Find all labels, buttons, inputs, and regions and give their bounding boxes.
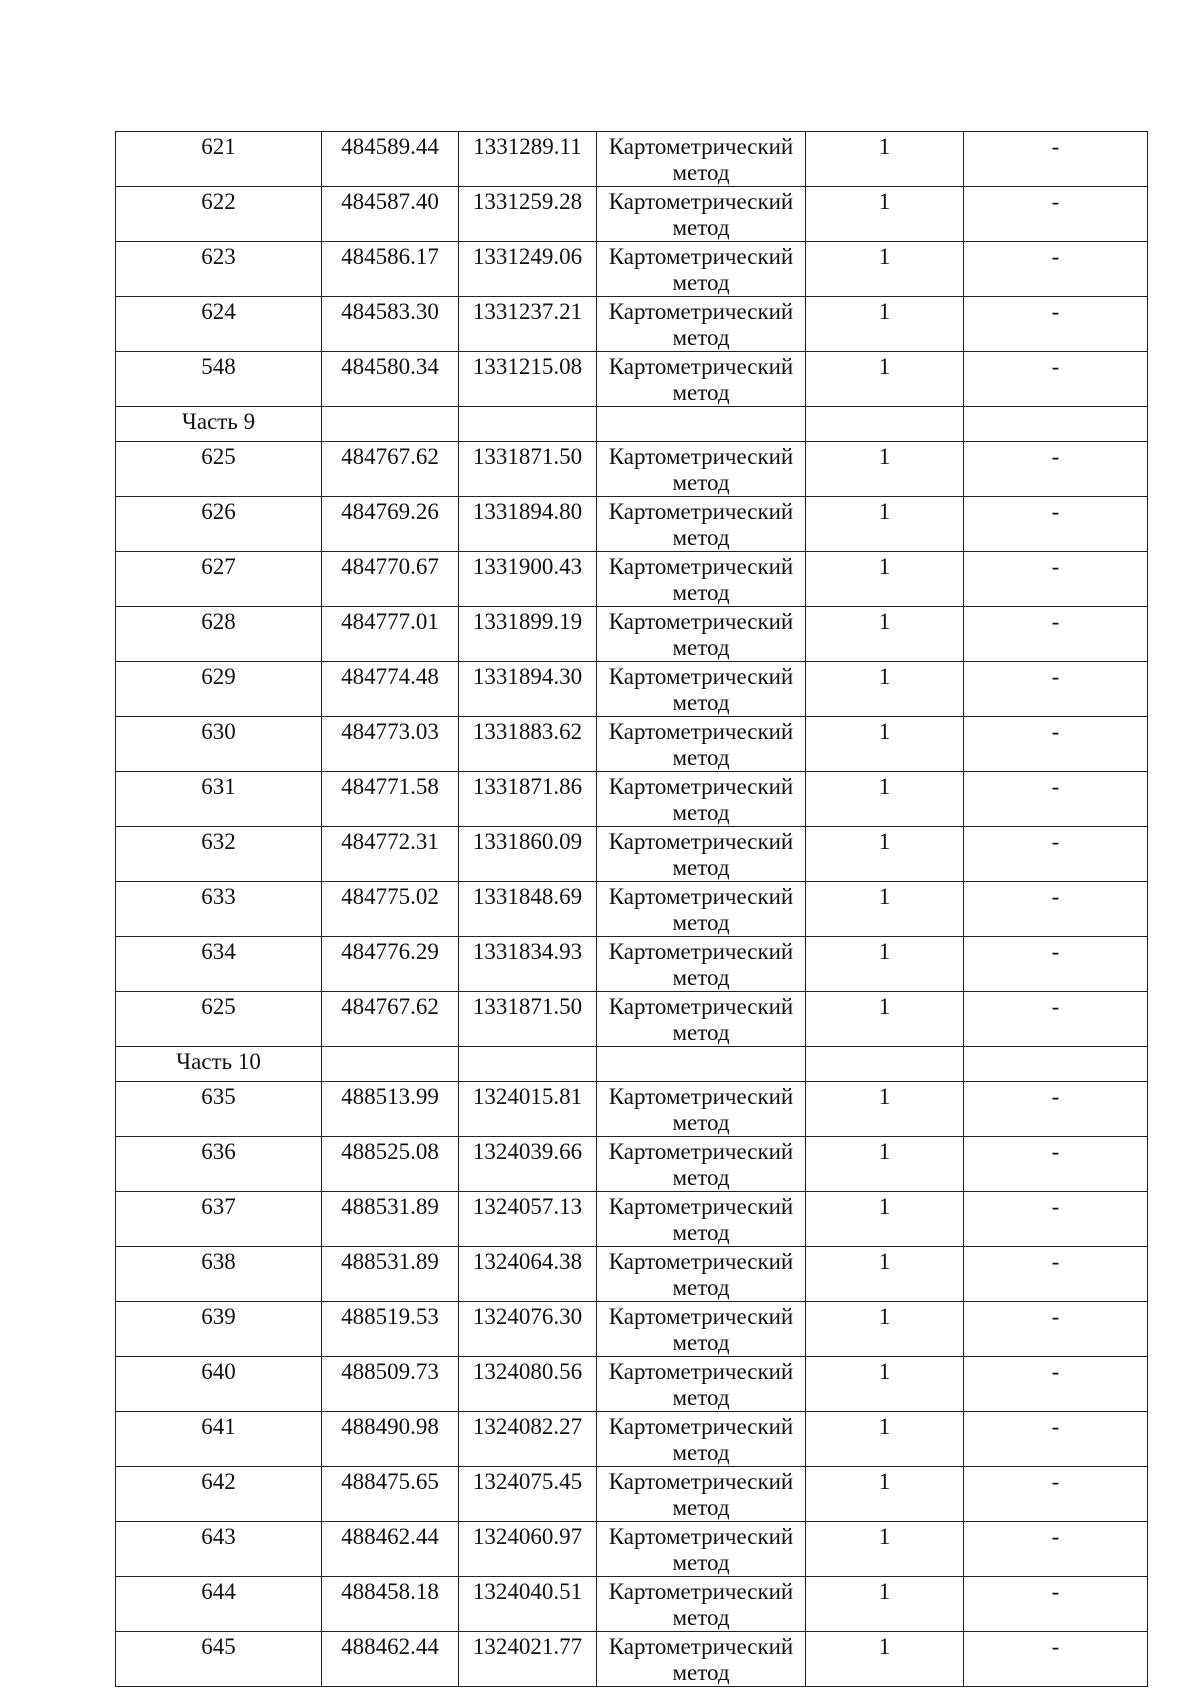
y-coordinate-cell: 1324064.38 bbox=[459, 1247, 597, 1302]
accuracy-cell: 1 bbox=[806, 132, 964, 187]
point-number-cell: 636 bbox=[116, 1137, 322, 1192]
y-coordinate-cell: 1331871.50 bbox=[459, 992, 597, 1047]
note-cell: - bbox=[964, 1577, 1148, 1632]
empty-cell bbox=[964, 1047, 1148, 1082]
method-line-1: Картометрический bbox=[608, 1139, 794, 1164]
point-number-cell: 632 bbox=[116, 827, 322, 882]
method-line-2: метод bbox=[672, 1275, 730, 1300]
table-row bbox=[116, 552, 1148, 607]
accuracy-cell: 1 bbox=[806, 772, 964, 827]
x-coordinate-cell: 484771.58 bbox=[322, 772, 459, 827]
accuracy-cell: 1 bbox=[806, 1467, 964, 1522]
y-coordinate-cell: 1331871.50 bbox=[459, 442, 597, 497]
table-row bbox=[116, 242, 1148, 297]
accuracy-cell: 1 bbox=[806, 992, 964, 1047]
method-cell bbox=[597, 1192, 806, 1247]
note-cell: - bbox=[964, 827, 1148, 882]
method-line-1: Картометрический bbox=[608, 719, 794, 744]
note-cell: - bbox=[964, 242, 1148, 297]
method-line-1: Картометрический bbox=[608, 299, 794, 324]
method-line-1: Картометрический bbox=[608, 664, 794, 689]
method-cell bbox=[597, 352, 806, 407]
method-line-2: метод bbox=[672, 215, 730, 240]
point-number-cell: 628 bbox=[116, 607, 322, 662]
section-label-cell: Часть 10 bbox=[116, 1047, 322, 1082]
point-number-cell: 635 bbox=[116, 1082, 322, 1137]
note-cell: - bbox=[964, 1357, 1148, 1412]
accuracy-cell: 1 bbox=[806, 1137, 964, 1192]
method-line-1: Картометрический bbox=[608, 1084, 794, 1109]
note-cell: - bbox=[964, 1302, 1148, 1357]
y-coordinate-cell: 1324021.77 bbox=[459, 1632, 597, 1687]
note-cell: - bbox=[964, 1137, 1148, 1192]
accuracy-cell: 1 bbox=[806, 717, 964, 772]
accuracy-cell: 1 bbox=[806, 1522, 964, 1577]
accuracy-cell: 1 bbox=[806, 937, 964, 992]
y-coordinate-cell: 1331899.19 bbox=[459, 607, 597, 662]
x-coordinate-cell: 488458.18 bbox=[322, 1577, 459, 1632]
method-cell bbox=[597, 937, 806, 992]
x-coordinate-cell: 488531.89 bbox=[322, 1192, 459, 1247]
x-coordinate-cell: 484769.26 bbox=[322, 497, 459, 552]
method-line-2: метод bbox=[672, 580, 730, 605]
x-coordinate-cell: 484589.44 bbox=[322, 132, 459, 187]
method-cell bbox=[597, 552, 806, 607]
note-cell: - bbox=[964, 1632, 1148, 1687]
empty-cell bbox=[459, 407, 597, 442]
table-row bbox=[116, 992, 1148, 1047]
method-line-1: Картометрический bbox=[608, 1469, 794, 1494]
method-line-1: Картометрический bbox=[608, 189, 794, 214]
method-line-1: Картометрический bbox=[608, 1634, 794, 1659]
x-coordinate-cell: 484773.03 bbox=[322, 717, 459, 772]
method-line-1: Картометрический bbox=[608, 994, 794, 1019]
point-number-cell: 645 bbox=[116, 1632, 322, 1687]
method-line-1: Картометрический bbox=[608, 1524, 794, 1549]
x-coordinate-cell: 488513.99 bbox=[322, 1082, 459, 1137]
section-row bbox=[116, 1047, 1148, 1082]
method-line-1: Картометрический bbox=[608, 1304, 794, 1329]
method-cell bbox=[597, 1412, 806, 1467]
point-number-cell: 637 bbox=[116, 1192, 322, 1247]
accuracy-cell: 1 bbox=[806, 1247, 964, 1302]
point-number-cell: 625 bbox=[116, 992, 322, 1047]
method-cell bbox=[597, 1577, 806, 1632]
accuracy-cell: 1 bbox=[806, 1632, 964, 1687]
table-row bbox=[116, 1137, 1148, 1192]
method-line-2: метод bbox=[672, 160, 730, 185]
note-cell: - bbox=[964, 607, 1148, 662]
y-coordinate-cell: 1324080.56 bbox=[459, 1357, 597, 1412]
y-coordinate-cell: 1331289.11 bbox=[459, 132, 597, 187]
point-number-cell: 642 bbox=[116, 1467, 322, 1522]
x-coordinate-cell: 488490.98 bbox=[322, 1412, 459, 1467]
accuracy-cell: 1 bbox=[806, 497, 964, 552]
note-cell: - bbox=[964, 1467, 1148, 1522]
point-number-cell: 627 bbox=[116, 552, 322, 607]
method-cell bbox=[597, 827, 806, 882]
note-cell: - bbox=[964, 772, 1148, 827]
method-line-2: метод bbox=[672, 1550, 730, 1575]
section-label-cell: Часть 9 bbox=[116, 407, 322, 442]
method-line-2: метод bbox=[672, 1605, 730, 1630]
y-coordinate-cell: 1331894.30 bbox=[459, 662, 597, 717]
note-cell: - bbox=[964, 937, 1148, 992]
note-cell: - bbox=[964, 187, 1148, 242]
note-cell: - bbox=[964, 297, 1148, 352]
method-line-2: метод bbox=[672, 325, 730, 350]
note-cell: - bbox=[964, 352, 1148, 407]
accuracy-cell: 1 bbox=[806, 1412, 964, 1467]
empty-cell bbox=[459, 1047, 597, 1082]
method-line-2: метод bbox=[672, 800, 730, 825]
method-line-2: метод bbox=[672, 1020, 730, 1045]
table-row bbox=[116, 1302, 1148, 1357]
accuracy-cell: 1 bbox=[806, 297, 964, 352]
method-cell bbox=[597, 662, 806, 717]
method-line-1: Картометрический bbox=[608, 444, 794, 469]
point-number-cell: 631 bbox=[116, 772, 322, 827]
coordinates-table-body bbox=[116, 132, 1148, 1687]
y-coordinate-cell: 1331215.08 bbox=[459, 352, 597, 407]
method-cell bbox=[597, 1522, 806, 1577]
table-row bbox=[116, 297, 1148, 352]
method-line-1: Картометрический bbox=[608, 1579, 794, 1604]
accuracy-cell: 1 bbox=[806, 242, 964, 297]
table-row bbox=[116, 352, 1148, 407]
method-cell bbox=[597, 442, 806, 497]
method-line-2: метод bbox=[672, 1495, 730, 1520]
note-cell: - bbox=[964, 662, 1148, 717]
method-cell bbox=[597, 497, 806, 552]
y-coordinate-cell: 1324075.45 bbox=[459, 1467, 597, 1522]
y-coordinate-cell: 1331871.86 bbox=[459, 772, 597, 827]
note-cell: - bbox=[964, 882, 1148, 937]
accuracy-cell: 1 bbox=[806, 442, 964, 497]
method-line-2: метод bbox=[672, 470, 730, 495]
method-line-2: метод bbox=[672, 380, 730, 405]
y-coordinate-cell: 1331834.93 bbox=[459, 937, 597, 992]
point-number-cell: 639 bbox=[116, 1302, 322, 1357]
note-cell: - bbox=[964, 497, 1148, 552]
point-number-cell: 621 bbox=[116, 132, 322, 187]
y-coordinate-cell: 1331883.62 bbox=[459, 717, 597, 772]
method-line-1: Картометрический bbox=[608, 939, 794, 964]
method-cell bbox=[597, 772, 806, 827]
table-row bbox=[116, 1522, 1148, 1577]
y-coordinate-cell: 1331848.69 bbox=[459, 882, 597, 937]
method-line-2: метод bbox=[672, 1660, 730, 1685]
table-row bbox=[116, 132, 1148, 187]
note-cell: - bbox=[964, 1247, 1148, 1302]
method-cell bbox=[597, 242, 806, 297]
x-coordinate-cell: 488525.08 bbox=[322, 1137, 459, 1192]
accuracy-cell: 1 bbox=[806, 352, 964, 407]
x-coordinate-cell: 488475.65 bbox=[322, 1467, 459, 1522]
note-cell: - bbox=[964, 1192, 1148, 1247]
empty-cell bbox=[597, 1047, 806, 1082]
table-row bbox=[116, 1192, 1148, 1247]
point-number-cell: 634 bbox=[116, 937, 322, 992]
method-cell bbox=[597, 1357, 806, 1412]
point-number-cell: 623 bbox=[116, 242, 322, 297]
point-number-cell: 630 bbox=[116, 717, 322, 772]
accuracy-cell: 1 bbox=[806, 827, 964, 882]
point-number-cell: 626 bbox=[116, 497, 322, 552]
point-number-cell: 625 bbox=[116, 442, 322, 497]
table-row bbox=[116, 497, 1148, 552]
method-line-2: метод bbox=[672, 1220, 730, 1245]
method-line-1: Картометрический bbox=[608, 609, 794, 634]
x-coordinate-cell: 484774.48 bbox=[322, 662, 459, 717]
accuracy-cell: 1 bbox=[806, 882, 964, 937]
x-coordinate-cell: 488519.53 bbox=[322, 1302, 459, 1357]
accuracy-cell: 1 bbox=[806, 552, 964, 607]
y-coordinate-cell: 1324082.27 bbox=[459, 1412, 597, 1467]
note-cell: - bbox=[964, 442, 1148, 497]
x-coordinate-cell: 484586.17 bbox=[322, 242, 459, 297]
y-coordinate-cell: 1331860.09 bbox=[459, 827, 597, 882]
method-cell bbox=[597, 1467, 806, 1522]
table-row bbox=[116, 827, 1148, 882]
method-line-2: метод bbox=[672, 1330, 730, 1355]
method-line-2: метод bbox=[672, 1385, 730, 1410]
method-cell bbox=[597, 187, 806, 242]
method-line-1: Картометрический bbox=[608, 829, 794, 854]
point-number-cell: 622 bbox=[116, 187, 322, 242]
method-line-1: Картометрический bbox=[608, 1359, 794, 1384]
y-coordinate-cell: 1331259.28 bbox=[459, 187, 597, 242]
point-number-cell: 624 bbox=[116, 297, 322, 352]
method-line-1: Картометрический bbox=[608, 554, 794, 579]
accuracy-cell: 1 bbox=[806, 187, 964, 242]
method-line-2: метод bbox=[672, 690, 730, 715]
table-row bbox=[116, 717, 1148, 772]
table-row bbox=[116, 442, 1148, 497]
y-coordinate-cell: 1331237.21 bbox=[459, 297, 597, 352]
method-line-2: метод bbox=[672, 855, 730, 880]
accuracy-cell: 1 bbox=[806, 662, 964, 717]
y-coordinate-cell: 1324076.30 bbox=[459, 1302, 597, 1357]
table-row bbox=[116, 1467, 1148, 1522]
x-coordinate-cell: 484767.62 bbox=[322, 442, 459, 497]
table-row bbox=[116, 187, 1148, 242]
x-coordinate-cell: 488531.89 bbox=[322, 1247, 459, 1302]
table-row bbox=[116, 607, 1148, 662]
method-line-1: Картометрический bbox=[608, 1414, 794, 1439]
x-coordinate-cell: 488509.73 bbox=[322, 1357, 459, 1412]
table-row bbox=[116, 937, 1148, 992]
empty-cell bbox=[806, 1047, 964, 1082]
method-cell bbox=[597, 132, 806, 187]
accuracy-cell: 1 bbox=[806, 1577, 964, 1632]
table-row bbox=[116, 1082, 1148, 1137]
table-row bbox=[116, 1632, 1148, 1687]
x-coordinate-cell: 484770.67 bbox=[322, 552, 459, 607]
method-cell bbox=[597, 882, 806, 937]
y-coordinate-cell: 1324040.51 bbox=[459, 1577, 597, 1632]
method-line-2: метод bbox=[672, 525, 730, 550]
method-line-1: Картометрический bbox=[608, 244, 794, 269]
empty-cell bbox=[322, 1047, 459, 1082]
y-coordinate-cell: 1324057.13 bbox=[459, 1192, 597, 1247]
method-cell bbox=[597, 1137, 806, 1192]
table-row bbox=[116, 772, 1148, 827]
method-cell bbox=[597, 992, 806, 1047]
method-cell bbox=[597, 1632, 806, 1687]
table-row bbox=[116, 1247, 1148, 1302]
x-coordinate-cell: 484775.02 bbox=[322, 882, 459, 937]
accuracy-cell: 1 bbox=[806, 1357, 964, 1412]
note-cell: - bbox=[964, 1082, 1148, 1137]
method-line-1: Картометрический bbox=[608, 134, 794, 159]
empty-cell bbox=[806, 407, 964, 442]
method-line-1: Картометрический bbox=[608, 774, 794, 799]
accuracy-cell: 1 bbox=[806, 1082, 964, 1137]
table-row bbox=[116, 1357, 1148, 1412]
note-cell: - bbox=[964, 992, 1148, 1047]
accuracy-cell: 1 bbox=[806, 607, 964, 662]
section-row bbox=[116, 407, 1148, 442]
empty-cell bbox=[322, 407, 459, 442]
x-coordinate-cell: 488462.44 bbox=[322, 1632, 459, 1687]
table-row bbox=[116, 1412, 1148, 1467]
method-line-2: метод bbox=[672, 1110, 730, 1135]
note-cell: - bbox=[964, 132, 1148, 187]
method-line-1: Картометрический bbox=[608, 354, 794, 379]
empty-cell bbox=[964, 407, 1148, 442]
method-cell bbox=[597, 1247, 806, 1302]
method-line-2: метод bbox=[672, 1165, 730, 1190]
x-coordinate-cell: 484587.40 bbox=[322, 187, 459, 242]
point-number-cell: 641 bbox=[116, 1412, 322, 1467]
table-row bbox=[116, 1577, 1148, 1632]
point-number-cell: 629 bbox=[116, 662, 322, 717]
x-coordinate-cell: 484583.30 bbox=[322, 297, 459, 352]
y-coordinate-cell: 1331249.06 bbox=[459, 242, 597, 297]
method-line-1: Картометрический bbox=[608, 884, 794, 909]
note-cell: - bbox=[964, 717, 1148, 772]
point-number-cell: 644 bbox=[116, 1577, 322, 1632]
note-cell: - bbox=[964, 552, 1148, 607]
x-coordinate-cell: 484580.34 bbox=[322, 352, 459, 407]
x-coordinate-cell: 484767.62 bbox=[322, 992, 459, 1047]
y-coordinate-cell: 1324039.66 bbox=[459, 1137, 597, 1192]
empty-cell bbox=[597, 407, 806, 442]
point-number-cell: 643 bbox=[116, 1522, 322, 1577]
point-number-cell: 638 bbox=[116, 1247, 322, 1302]
table-row bbox=[116, 662, 1148, 717]
x-coordinate-cell: 488462.44 bbox=[322, 1522, 459, 1577]
x-coordinate-cell: 484776.29 bbox=[322, 937, 459, 992]
method-cell bbox=[597, 1082, 806, 1137]
coordinates-table bbox=[115, 131, 1148, 1687]
y-coordinate-cell: 1324060.97 bbox=[459, 1522, 597, 1577]
x-coordinate-cell: 484772.31 bbox=[322, 827, 459, 882]
y-coordinate-cell: 1331900.43 bbox=[459, 552, 597, 607]
method-line-1: Картометрический bbox=[608, 1194, 794, 1219]
note-cell: - bbox=[964, 1522, 1148, 1577]
method-line-2: метод bbox=[672, 270, 730, 295]
method-line-2: метод bbox=[672, 745, 730, 770]
method-line-1: Картометрический bbox=[608, 1249, 794, 1274]
method-line-2: метод bbox=[672, 1440, 730, 1465]
accuracy-cell: 1 bbox=[806, 1192, 964, 1247]
method-line-1: Картометрический bbox=[608, 499, 794, 524]
method-line-2: метод bbox=[672, 635, 730, 660]
y-coordinate-cell: 1331894.80 bbox=[459, 497, 597, 552]
method-line-2: метод bbox=[672, 965, 730, 990]
method-cell bbox=[597, 607, 806, 662]
method-cell bbox=[597, 1302, 806, 1357]
method-cell bbox=[597, 297, 806, 352]
y-coordinate-cell: 1324015.81 bbox=[459, 1082, 597, 1137]
point-number-cell: 633 bbox=[116, 882, 322, 937]
method-line-2: метод bbox=[672, 910, 730, 935]
method-cell bbox=[597, 717, 806, 772]
table-row bbox=[116, 882, 1148, 937]
point-number-cell: 548 bbox=[116, 352, 322, 407]
point-number-cell: 640 bbox=[116, 1357, 322, 1412]
note-cell: - bbox=[964, 1412, 1148, 1467]
accuracy-cell: 1 bbox=[806, 1302, 964, 1357]
x-coordinate-cell: 484777.01 bbox=[322, 607, 459, 662]
